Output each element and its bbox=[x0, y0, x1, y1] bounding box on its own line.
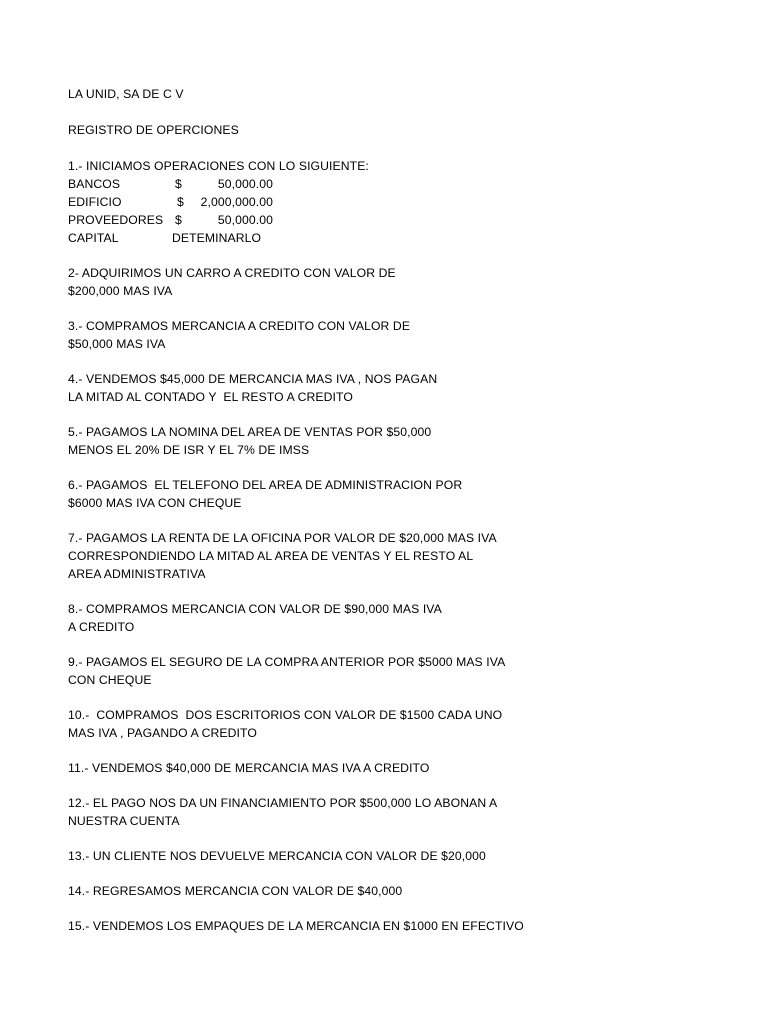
document-title: REGISTRO DE OPERCIONES bbox=[68, 123, 239, 137]
operation-line: NUESTRA CUENTA bbox=[68, 814, 180, 828]
operations-list bbox=[68, 247, 728, 935]
operation-line: 15.- VENDEMOS LOS EMPAQUES DE LA MERCANCIA EN $1000 EN EFECTIVO bbox=[68, 919, 524, 933]
currency-symbol: $ bbox=[175, 177, 182, 191]
operation-line: 7.- PAGAMOS LA RENTA DE LA OFICINA POR VALOR DE $20,000 MAS IVA bbox=[68, 531, 497, 545]
operation-line: $200,000 MAS IVA bbox=[68, 284, 173, 298]
operation-item bbox=[68, 794, 728, 830]
opening-item-bancos bbox=[68, 175, 728, 193]
operation-item bbox=[68, 706, 728, 742]
account-name: EDIFICIO bbox=[68, 195, 122, 209]
operation-item bbox=[68, 759, 728, 777]
operation-item bbox=[68, 882, 728, 900]
operation-item bbox=[68, 847, 728, 865]
operation-line: LA MITAD AL CONTADO Y EL RESTO A CREDITO bbox=[68, 390, 353, 404]
operation-line: $50,000 MAS IVA bbox=[68, 337, 166, 351]
operation-item bbox=[68, 529, 728, 583]
operation-item bbox=[68, 653, 728, 689]
operation-line: 6.- PAGAMOS EL TELEFONO DEL AREA DE ADMINISTRACION POR bbox=[68, 478, 463, 492]
operation-1-intro: 1.- INICIAMOS OPERACIONES CON LO SIGUIENTE: bbox=[68, 159, 369, 173]
operation-line: CON CHEQUE bbox=[68, 673, 152, 687]
operation-line: 5.- PAGAMOS LA NOMINA DEL AREA DE VENTAS POR $50,000 bbox=[68, 425, 432, 439]
capital-value: DETEMINARLO bbox=[172, 231, 262, 245]
account-name: BANCOS bbox=[68, 177, 121, 191]
operation-line: 9.- PAGAMOS EL SEGURO DE LA COMPRA ANTERIOR POR $5000 MAS IVA bbox=[68, 655, 506, 669]
account-amount: 50,000.00 bbox=[217, 177, 273, 191]
opening-item-proveedores bbox=[68, 211, 728, 229]
operation-line: 3.- COMPRAMOS MERCANCIA A CREDITO CON VALOR DE bbox=[68, 319, 411, 333]
operation-line: $6000 MAS IVA CON CHEQUE bbox=[68, 496, 242, 510]
operation-item bbox=[68, 423, 728, 459]
operation-line: AREA ADMINISTRATIVA bbox=[68, 567, 206, 581]
account-name: PROVEEDORES bbox=[68, 213, 164, 227]
operation-line: 14.- REGRESAMOS MERCANCIA CON VALOR DE $40,000 bbox=[68, 884, 403, 898]
operation-line: 11.- VENDEMOS $40,000 DE MERCANCIA MAS IVA A CREDITO bbox=[68, 761, 430, 775]
account-amount: 50,000.00 bbox=[217, 213, 273, 227]
operation-item bbox=[68, 317, 728, 353]
operation-item bbox=[68, 600, 728, 636]
operation-line: CORRESPONDIENDO LA MITAD AL AREA DE VENTAS Y EL RESTO AL bbox=[68, 549, 474, 563]
operation-line: MAS IVA , PAGANDO A CREDITO bbox=[68, 726, 257, 740]
operation-item bbox=[68, 264, 728, 300]
currency-symbol: $ bbox=[177, 195, 184, 209]
document-body bbox=[68, 85, 728, 935]
operation-line: 12.- EL PAGO NOS DA UN FINANCIAMIENTO POR $500,000 LO ABONAN A bbox=[68, 796, 498, 810]
opening-item-edificio bbox=[68, 193, 728, 211]
operation-item bbox=[68, 370, 728, 406]
operation-line: 10.- COMPRAMOS DOS ESCRITORIOS CON VALOR DE $1500 CADA UNO bbox=[68, 708, 503, 722]
operation-line: 8.- COMPRAMOS MERCANCIA CON VALOR DE $90,000 MAS IVA bbox=[68, 602, 442, 616]
currency-symbol: $ bbox=[175, 213, 182, 227]
operation-line: 13.- UN CLIENTE NOS DEVUELVE MERCANCIA CON VALOR DE $20,000 bbox=[68, 849, 486, 863]
operation-item bbox=[68, 476, 728, 512]
operation-item bbox=[68, 917, 728, 935]
account-name: CAPITAL bbox=[68, 231, 119, 245]
operation-line: A CREDITO bbox=[68, 620, 135, 634]
operation-line: MENOS EL 20% DE ISR Y EL 7% DE IMSS bbox=[68, 443, 310, 457]
opening-item-capital bbox=[68, 229, 728, 247]
account-amount: 2,000,000.00 bbox=[200, 195, 273, 209]
company-name: LA UNID, SA DE C V bbox=[68, 87, 184, 101]
operation-line: 2- ADQUIRIMOS UN CARRO A CREDITO CON VALOR DE bbox=[68, 266, 396, 280]
operation-line: 4.- VENDEMOS $45,000 DE MERCANCIA MAS IVA , NOS PAGAN bbox=[68, 372, 438, 386]
